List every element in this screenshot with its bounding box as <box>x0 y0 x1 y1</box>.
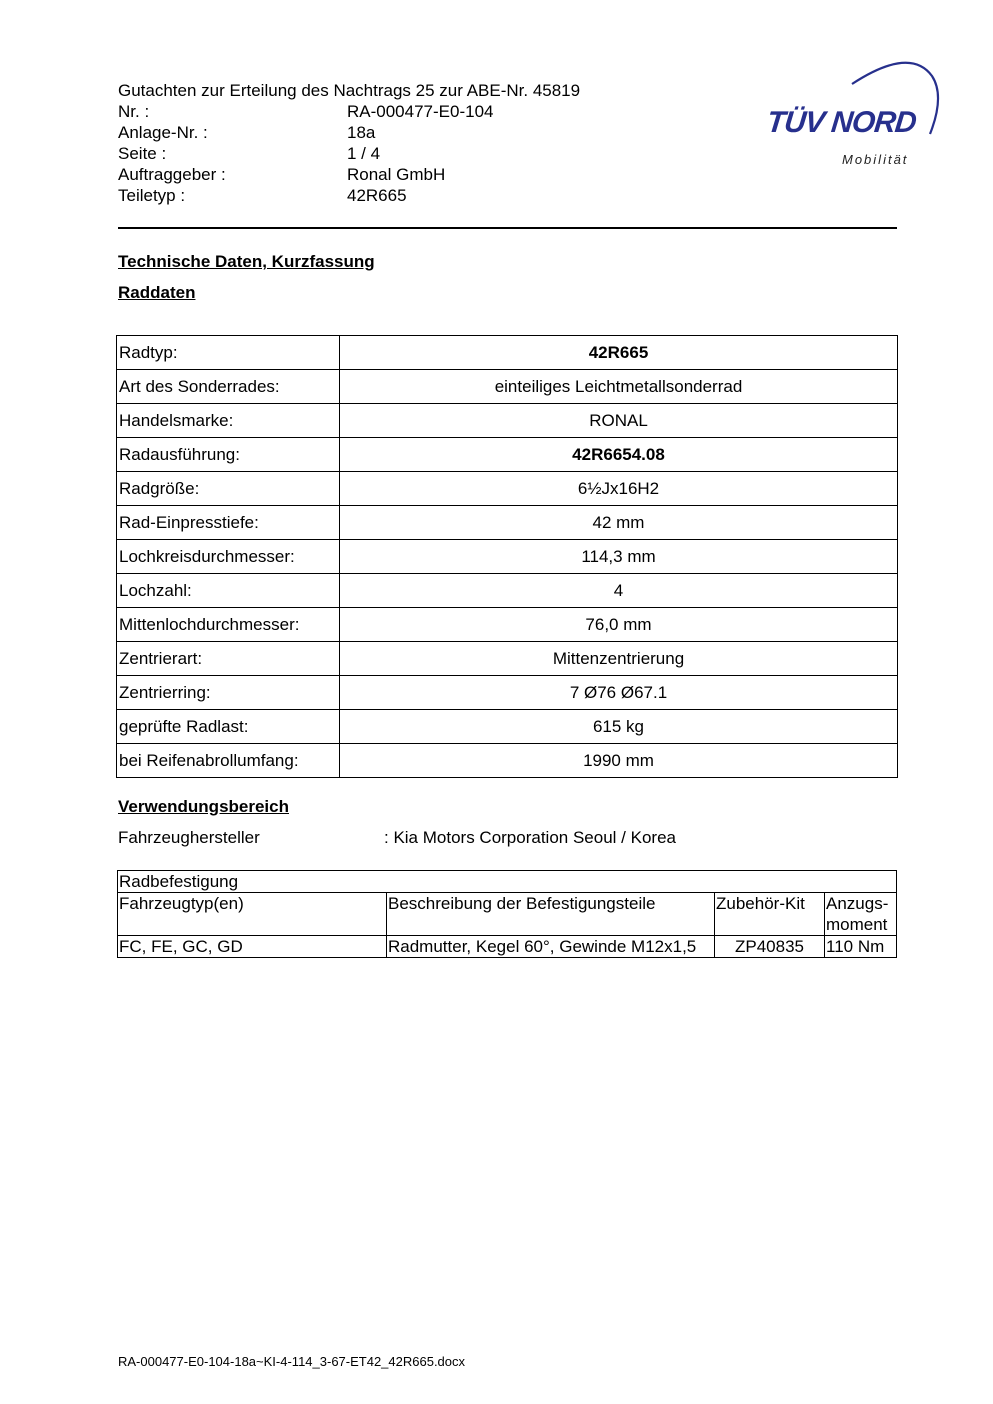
mounting-table <box>117 870 897 958</box>
manufacturer-line <box>118 828 676 848</box>
column-header: Fahrzeugtyp(en) <box>118 893 387 936</box>
meta-row-nr <box>118 101 678 122</box>
meta-label: Nr. : <box>118 102 150 121</box>
row-value: 114,3 mm <box>340 540 898 574</box>
row-label: geprüfte Radlast: <box>117 710 340 744</box>
table-row <box>117 438 898 472</box>
manufacturer-value: : Kia Motors Corporation Seoul / Korea <box>384 828 676 847</box>
table-row <box>117 404 898 438</box>
tuev-nord-logo <box>760 56 950 171</box>
meta-label: Teiletyp : <box>118 186 186 205</box>
table-row <box>117 744 898 778</box>
table-row <box>117 608 898 642</box>
row-label: Radausführung: <box>117 438 340 472</box>
table-header-row <box>118 893 897 936</box>
logo-wordmark: TÜV NORD <box>765 106 918 139</box>
table-cell: 110 Nm <box>825 936 897 958</box>
row-value: 6½Jx16H2 <box>340 472 898 506</box>
row-value: 615 kg <box>340 710 898 744</box>
section-heading-technical: Technische Daten, Kurzfassung <box>118 252 375 271</box>
meta-label: Anlage-Nr. : <box>118 123 208 142</box>
document-header <box>118 80 678 206</box>
row-label: Zentrierart: <box>117 642 340 676</box>
table-cell: ZP40835 <box>715 936 825 958</box>
row-value: 4 <box>340 574 898 608</box>
row-label: Lochzahl: <box>117 574 340 608</box>
row-label: Rad-Einpresstiefe: <box>117 506 340 540</box>
table-row <box>117 642 898 676</box>
row-value: 42R6654.08 <box>340 438 898 472</box>
table-row <box>117 710 898 744</box>
row-value: 42 mm <box>340 506 898 540</box>
section-heading-wheel: Raddaten <box>118 283 196 302</box>
row-label: Mittenlochdurchmesser: <box>117 608 340 642</box>
meta-value: RA-000477-E0-104 <box>347 102 494 121</box>
table-row <box>118 936 897 958</box>
meta-value: 42R665 <box>347 186 407 205</box>
table-cell: Radmutter, Kegel 60°, Gewinde M12x1,5 <box>387 936 715 958</box>
row-value: Mittenzentrierung <box>340 642 898 676</box>
section-heading-usage: Verwendungsbereich <box>118 797 289 816</box>
row-value: 1990 mm <box>340 744 898 778</box>
meta-label: Seite : <box>118 144 167 163</box>
table-row <box>117 472 898 506</box>
table-row <box>117 574 898 608</box>
row-label: bei Reifenabrollumfang: <box>117 744 340 778</box>
table-row <box>117 506 898 540</box>
row-value: 7 Ø76 Ø67.1 <box>340 676 898 710</box>
manufacturer-label: Fahrzeughersteller <box>118 828 260 847</box>
header-divider <box>118 227 897 229</box>
table-cell: FC, FE, GC, GD <box>118 936 387 958</box>
table-row <box>117 336 898 370</box>
meta-row-teiletyp <box>118 185 678 206</box>
mounting-title: Radbefestigung <box>118 871 897 893</box>
row-value: 76,0 mm <box>340 608 898 642</box>
meta-row-seite <box>118 143 678 164</box>
meta-row-anlage <box>118 122 678 143</box>
meta-row-auftraggeber <box>118 164 678 185</box>
table-title-row <box>118 871 897 893</box>
table-row <box>117 370 898 404</box>
row-label: Radgröße: <box>117 472 340 506</box>
row-label: Radtyp: <box>117 336 340 370</box>
column-header: Zubehör-Kit <box>715 893 825 936</box>
document-title: Gutachten zur Erteilung des Nachtrags 25 zur ABE-Nr. 45819 <box>118 81 581 100</box>
row-label: Art des Sonderrades: <box>117 370 340 404</box>
row-label: Handelsmarke: <box>117 404 340 438</box>
row-value: RONAL <box>340 404 898 438</box>
row-label: Lochkreisdurchmesser: <box>117 540 340 574</box>
row-label: Zentrierring: <box>117 676 340 710</box>
column-header: Beschreibung der Befestigungsteile <box>387 893 715 936</box>
column-header: Anzugs-moment <box>825 893 897 936</box>
meta-label: Auftraggeber : <box>118 165 226 184</box>
meta-value: Ronal GmbH <box>347 165 446 184</box>
row-value: 42R665 <box>340 336 898 370</box>
meta-value: 18a <box>347 123 376 142</box>
wheel-data-table <box>116 335 898 778</box>
table-row <box>117 540 898 574</box>
row-value: einteiliges Leichtmetallsonderrad <box>340 370 898 404</box>
meta-value: 1 / 4 <box>347 144 381 163</box>
table-row <box>117 676 898 710</box>
footer-filename: RA-000477-E0-104-18a~KI-4-114_3-67-ET42_42R665.docx <box>118 1354 466 1369</box>
logo-subtitle: Mobilität <box>842 152 909 167</box>
